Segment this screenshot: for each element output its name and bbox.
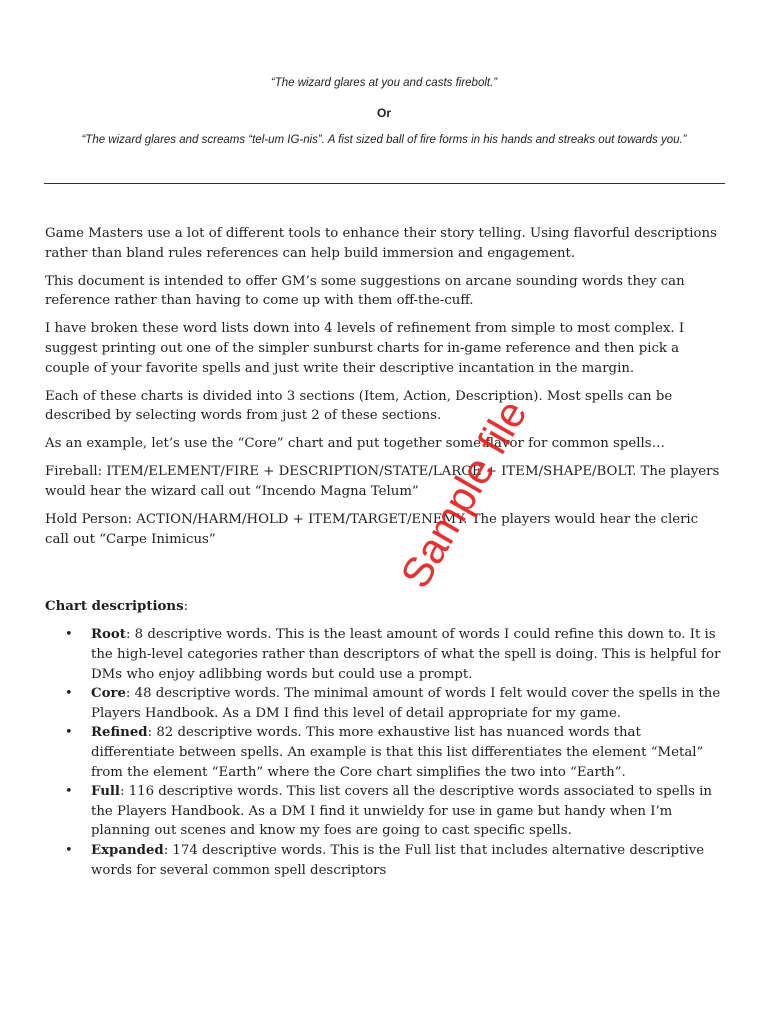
- paragraph-levels: I have broken these word lists down into 4 levels of refinement from simple to most complex. I suggest printing out one of the simpler sunburst charts for in-game reference and then pick a couple of your favorite spells and just write their descriptive incantation in the margin.: [45, 321, 685, 376]
- chart-descriptions-heading: [45, 597, 725, 617]
- bullet-icon: •: [65, 725, 73, 741]
- paragraph-example: As an example, let’s use the “Core” chart and put together some flavor for common spells…: [45, 436, 665, 452]
- horizontal-divider: [44, 183, 725, 184]
- quote-or: Or: [376, 106, 391, 120]
- chart-descriptions-title: Chart descriptions: [45, 599, 184, 615]
- desc-core: : 48 descriptive words. The minimal amount of words I felt would cover the spells in the Players Handbook. As a DM I find this level of detail appropriate for my game.: [91, 686, 721, 721]
- sample-file-watermark: Sample file: [391, 392, 536, 596]
- list-item-core: [45, 684, 725, 723]
- term-core: Core: [91, 686, 126, 702]
- paragraph-intro: Game Masters use a lot of different tools to enhance their story telling. Using flavorful descriptions rather than bland rules references can help build immersion and engagement.: [45, 226, 717, 261]
- desc-root: : 8 descriptive words. This is the least amount of words I could refine this down to. It is the high-level categories rather than descriptors of what the spell is doing. This is helpful for DMs who enjoy adlibbing words but could use a prompt.: [91, 627, 721, 682]
- list-item-refined: [45, 723, 725, 782]
- chart-descriptions-colon: :: [183, 599, 189, 615]
- paragraph-purpose: This document is intended to offer GM’s some suggestions on arcane sounding words they can reference rather than having to come up with them off-the-cuff.: [45, 273, 685, 309]
- list-item-expanded: [45, 841, 725, 880]
- list-item-full: [45, 782, 725, 841]
- document-body: [45, 224, 725, 880]
- desc-full: : 116 descriptive words. This list covers all the descriptive words associated to spells in the Players Handbook. As a DM I find it unwieldy for use in game but handy when I’m planning out scenes and know my foes are going to cast specific spells.: [91, 784, 712, 839]
- chart-list: [45, 625, 725, 880]
- quote-line-1: “The wizard glares at you and casts firebolt.”: [270, 77, 498, 89]
- list-item-root: [45, 625, 725, 684]
- paragraph-sections: Each of these charts is divided into 3 sections (Item, Action, Description). Most spells can be described by selecting words from just 2 of these sections.: [45, 388, 673, 424]
- bullet-icon: •: [65, 686, 73, 702]
- desc-expanded: : 174 descriptive words. This is the Full list that includes alternative descriptive words for several common spell descriptors: [91, 842, 705, 878]
- term-refined: Refined: [91, 725, 148, 741]
- bullet-icon: •: [65, 627, 73, 643]
- term-expanded: Expanded: [91, 842, 164, 858]
- term-root: Root: [91, 627, 126, 643]
- paragraph-hold-person: Hold Person: ACTION/HARM/HOLD + ITEM/TARGET/ENEMY. The players would hear the cleric call out “Carpe Inimicus”: [45, 512, 699, 547]
- quote-line-2: “The wizard glares and screams “tel-um IG-nis”. A fist sized ball of fire forms in his hands and streaks out towards you.”: [81, 134, 687, 146]
- paragraph-fireball: Fireball: ITEM/ELEMENT/FIRE + DESCRIPTION/STATE/LARGE + ITEM/SHAPE/BOLT. The players would hear the wizard call out “Incendo Magna Telum”: [45, 464, 720, 500]
- bullet-icon: •: [65, 784, 73, 800]
- bullet-icon: •: [65, 842, 73, 858]
- term-full: Full: [91, 784, 120, 800]
- desc-refined: : 82 descriptive words. This more exhaustive list has nuanced words that differentiate between spells. An example is that this list differentiates the element “Metal” from the element “Earth” where the Core chart simplifies the two into “Earth”.: [91, 725, 704, 780]
